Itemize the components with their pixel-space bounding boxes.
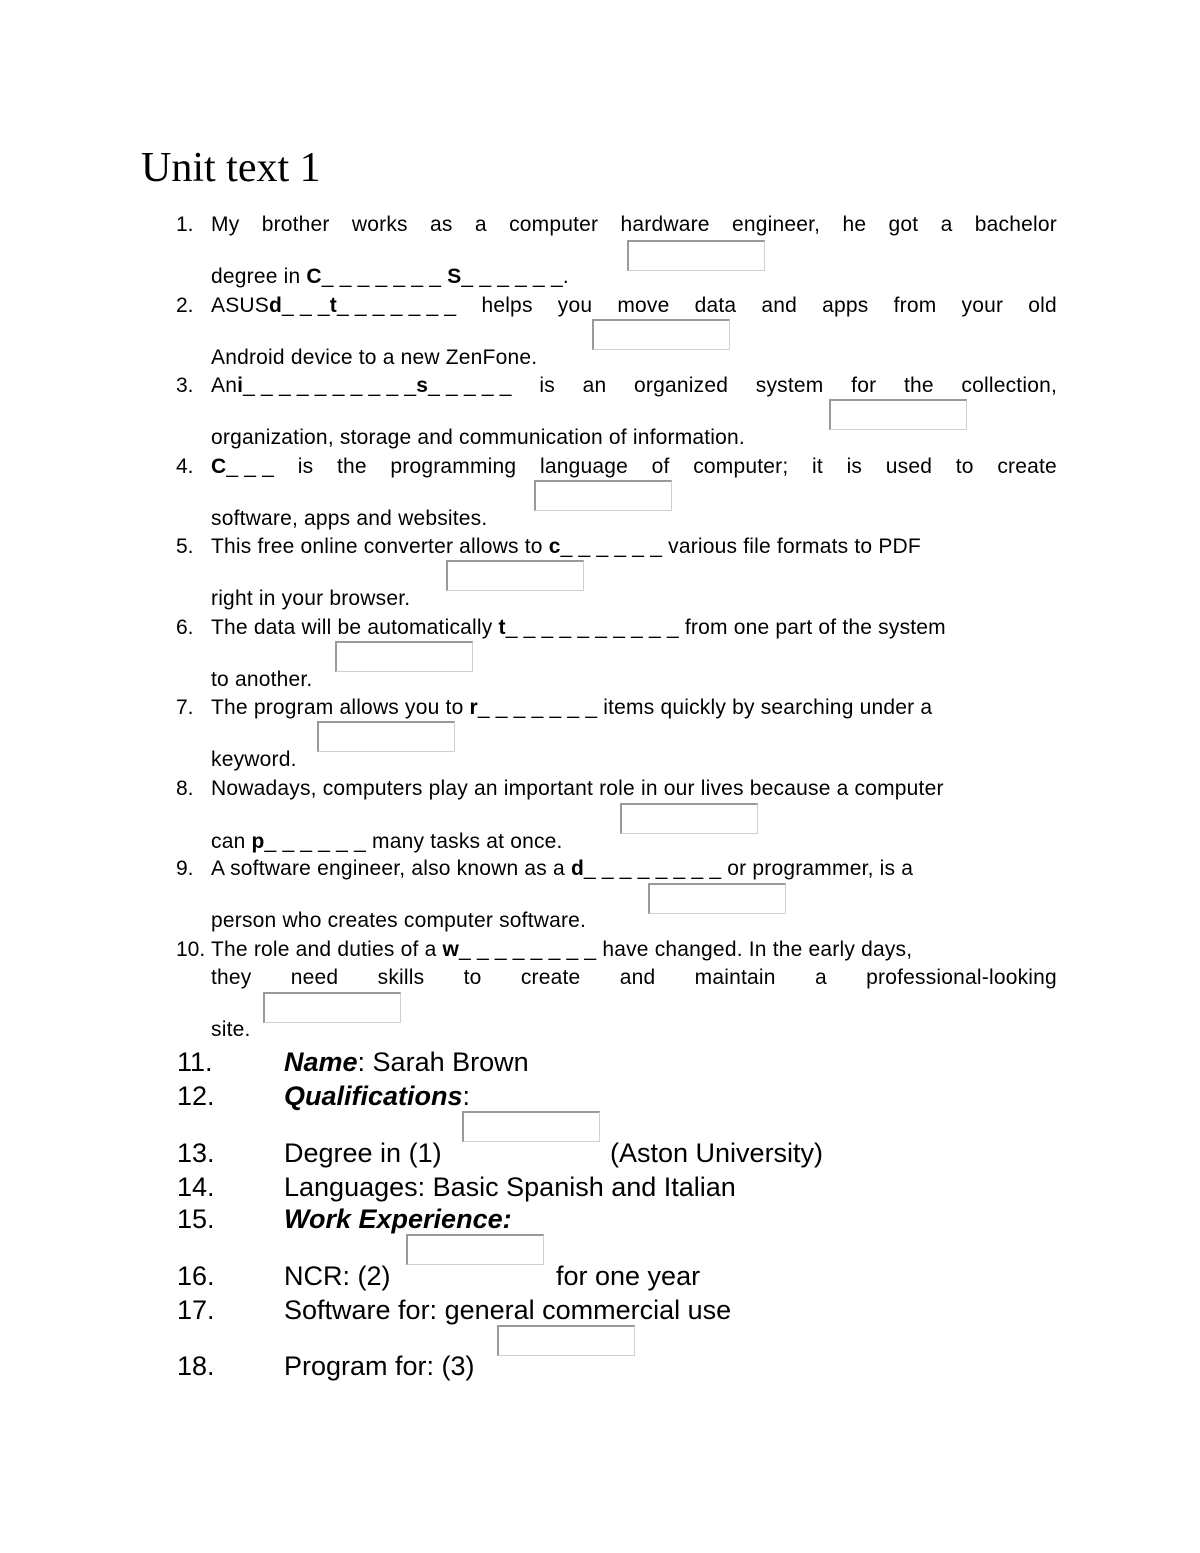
question-text-line: The data will be automatically t_ _ _ _ _ _ _ _ _ _ from one part of the system [211,616,946,639]
cv-answer-input-3[interactable] [497,1325,635,1356]
question-text-line: This free online converter allows to c_ _ _ _ _ _ various file formats to PDF [211,535,921,558]
answer-input-9[interactable] [648,883,786,914]
question-text-line: keyword. [211,748,297,771]
question-number: 6. [176,616,194,639]
cv-degree-label: Degree in (1) [284,1138,442,1168]
question-number: 8. [176,777,194,800]
cv-number: 12. [177,1081,215,1111]
answer-input-1[interactable] [627,240,765,271]
cv-software-line: Software for: general commercial use [284,1295,732,1325]
cv-number: 16. [177,1261,215,1291]
cv-number: 17. [177,1295,215,1325]
cv-number: 15. [177,1204,215,1234]
cv-ncr-duration: for one year [556,1261,701,1291]
answer-input-4[interactable] [534,480,672,511]
question-number: 1. [176,213,194,236]
cv-name-line: Name: Sarah Brown [284,1047,529,1077]
question-text-line: Ani_ _ _ _ _ _ _ _ _ _s_ _ _ _ _ is an organized system for the collection, [211,374,1057,397]
cv-degree-university: (Aston University) [610,1138,824,1168]
cv-number: 13. [177,1138,215,1168]
answer-input-8[interactable] [620,803,758,834]
question-number: 3. [176,374,194,397]
question-number: 10. [176,938,206,961]
answer-input-3[interactable] [829,399,967,430]
cv-number: 11. [177,1047,213,1077]
cv-program-label: Program for: (3) [284,1351,475,1381]
question-text-line: organization, storage and communication of information. [211,426,745,449]
question-number: 4. [176,455,194,478]
question-number: 7. [176,696,194,719]
question-text-line: The role and duties of a w_ _ _ _ _ _ _ _ have changed. In the early days, [211,938,913,961]
cv-languages-line: Languages: Basic Spanish and Italian [284,1172,736,1202]
answer-input-5[interactable] [446,560,584,591]
question-text-line: to another. [211,668,313,691]
question-text-line: The program allows you to r_ _ _ _ _ _ _ items quickly by searching under a [211,696,933,719]
question-text-line: A software engineer, also known as a d_ _ _ _ _ _ _ _ or programmer, is a [211,857,914,880]
question-number: 5. [176,535,194,558]
answer-input-10[interactable] [263,992,401,1023]
cv-number: 14. [177,1172,215,1202]
question-text-line: right in your browser. [211,587,411,610]
answer-input-6[interactable] [335,641,473,672]
question-text-line: My brother works as a computer hardware engineer, he got a bachelor [211,213,1057,236]
question-text-line: person who creates computer software. [211,909,587,932]
question-text-line: ASUSd_ _ _t_ _ _ _ _ _ _ helps you move data and apps from your old [211,294,1057,317]
question-number: 9. [176,857,194,880]
question-text-line: software, apps and websites. [211,507,488,530]
cv-work-experience-heading: Work Experience: [284,1204,512,1234]
question-text-line: Android device to a new ZenFone. [211,346,538,369]
page-title: Unit text 1 [141,145,321,191]
answer-input-7[interactable] [317,721,455,752]
question-text-line: Nowadays, computers play an important role in our lives because a computer [211,777,944,800]
question-text-line: C_ _ _ is the programming language of computer; it is used to create [211,455,1057,478]
cv-number: 18. [177,1351,215,1381]
answer-input-2[interactable] [592,319,730,350]
cv-answer-input-1[interactable] [462,1111,600,1142]
question-number: 2. [176,294,194,317]
cv-answer-input-2[interactable] [406,1234,544,1265]
question-text-line: they need skills to create and maintain a professional-looking [211,966,1057,989]
question-text-line: site. [211,1018,251,1041]
cv-ncr-label: NCR: (2) [284,1261,391,1291]
question-text-line: degree in C_ _ _ _ _ _ _ S_ _ _ _ _ _. [211,265,569,288]
question-text-line: can p_ _ _ _ _ _ many tasks at once. [211,830,563,853]
cv-qualifications-heading: Qualifications: [284,1081,471,1111]
